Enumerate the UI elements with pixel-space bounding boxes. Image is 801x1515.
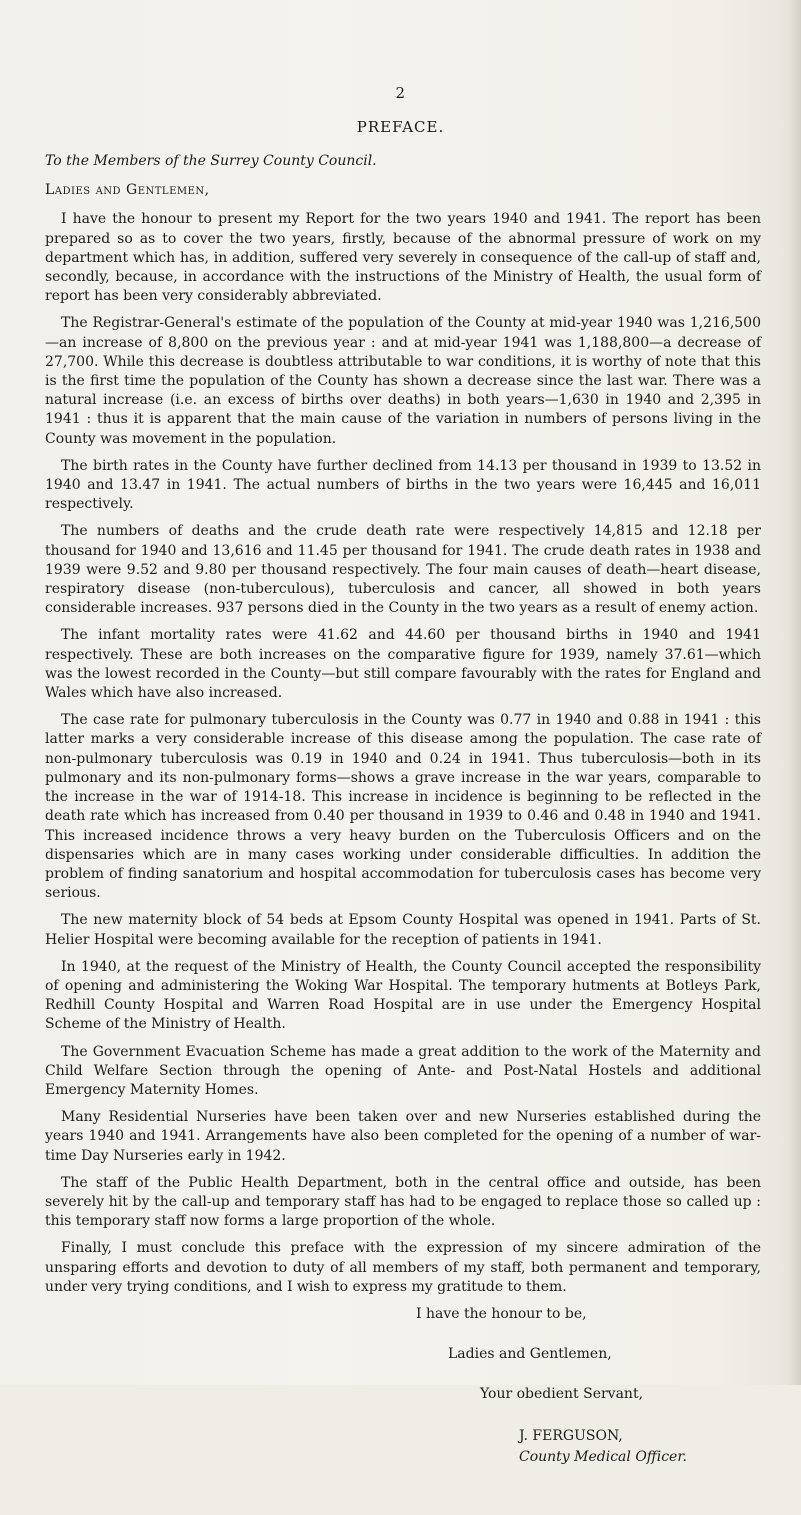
paragraph-10: Many Residential Nurseries have been taken over and new Nurseries established during the years 1940 and 1941. Arrangements have also been completed for the opening of a number of war-time Day Nurseries early in 1942. [45,1109,761,1164]
salutation: Ladies and Gentlemen, [45,182,210,199]
paragraph-2: The Registrar-General's estimate of the population of the County at mid-year 1940 was 1,216,500—an increase of 8,800 on the previous year : and at mid-year 1941 was 1,188,800—a decrease of 27,700. While this decrease is doubtless attributable to war conditions, it is worthy of note that this is the first time the population of the County has shown a decrease since the last war. There was a natural increase (i.e. an excess of births over deaths) in both years—1,630 in 1940 and 2,395 in 1941 : thus it is apparent that the main cause of the variation in numbers of persons living in the County was movement in the population. [45,315,761,447]
closing-line-servant: Your obedient Servant, [480,1385,644,1402]
closing-line-honour: I have the honour to be, [416,1305,587,1322]
closing-line-salutation: Ladies and Gentlemen, [448,1345,612,1362]
paragraph-11: The staff of the Public Health Department, both in the central office and outside, has been severely hit by the call-up and temporary staff has had to be engaged to replace those so called up : this temporary staff now forms a large proportion of the whole. [45,1174,761,1230]
paragraph-12: Finally, I must conclude this preface with the expression of my sincere admiration of the unsparing efforts and devotion to duty of all members of my staff, both permanent and temporary, under very trying conditions, and I wish to express my gratitude to them. [45,1240,761,1295]
signature-position: County Medical Officer. [519,1448,687,1465]
paragraph-3: The birth rates in the County have further declined from 14.13 per thousand in 1939 to 13.52 in 1940 and 13.47 in 1941. The actual numbers of births in the two years were 16,445 and 16,011 respectively. [45,457,761,513]
paragraph-9: The Government Evacuation Scheme has made a great addition to the work of the Maternity and Child Welfare Section through the opening of Ante- and Post-Natal Hostels and additional Emergency Maternity Homes. [45,1043,761,1098]
closing-block [45,1305,761,1515]
page-title: PREFACE. [356,118,445,136]
paragraph-1: I have the honour to present my Report for the two years 1940 and 1941. The report has been prepared so as to cover the two years, firstly, because of the abnormal pressure of work on my department which has, in addition, suffered very severely in consequence of the call-up of staff and, secondly, because, in accordance with the instructions of the Ministry of Health, the usual form of report has been very considerably abbreviated. [45,211,761,305]
page-number: 2 [395,84,406,102]
addressee: To the Members of the Surrey County Council. [45,153,377,169]
paragraph-4: The numbers of deaths and the crude death rate were respectively 14,815 and 12.18 per thousand for 1940 and 13,616 and 11.45 per thousand for 1941. The crude death rates in 1938 and 1939 were 9.52 and 9.80 per thousand respectively. The four main causes of death—heart disease, respiratory disease (non-tuberculous), tuberculosis and cancer, all showed in both years considerable increases. 937 persons died in the County in the two years as a result of enemy action. [45,523,761,617]
preface-body [45,152,761,1515]
paragraph-7: The new maternity block of 54 beds at Epsom County Hospital was opened in 1941. Parts of St. Helier Hospital were becoming available for the reception of patients in 1941. [45,912,761,948]
signature-name: J. FERGUSON, [519,1427,623,1444]
paragraph-8: In 1940, at the request of the Ministry of Health, the County Council accepted the responsibility of opening and administering the Woking War Hospital. The temporary hutments at Botleys Park, Redhill County Hospital and Warren Road Hospital are in use under the Emergency Hospital Scheme of the Ministry of Health. [45,958,761,1033]
paragraph-5: The infant mortality rates were 41.62 and 44.60 per thousand births in 1940 and 1941 respectively. These are both increases on the comparative figure for 1939, namely 37.61—which was the lowest recorded in the County—but still compare favourably with the rates for England and Wales which have also increased. [45,627,761,702]
page-edge-shadow [787,0,801,1385]
paragraph-6: The case rate for pulmonary tuberculosis in the County was 0.77 in 1940 and 0.88 in 1941 : this latter marks a very considerable increase of this disease among the population. The case rate of non-pulmonary tuberculosis was 0.19 in 1940 and 0.24 in 1941. Thus tuberculosis—both in its pulmonary and its non-pulmonary forms—shows a grave increase in the war years, comparable to the increase in the war of 1914-18. This increase in incidence is beginning to be reflected in the death rate which has increased from 0.40 per thousand in 1939 to 0.46 and 0.48 in 1940 and 1941. This increased incidence throws a very heavy burden on the Tuberculosis Officers and on the dispensaries which are in many cases working under considerable difficulties. In addition the problem of finding sanatorium and hospital accommodation for tuberculosis cases has become very serious. [45,712,761,902]
